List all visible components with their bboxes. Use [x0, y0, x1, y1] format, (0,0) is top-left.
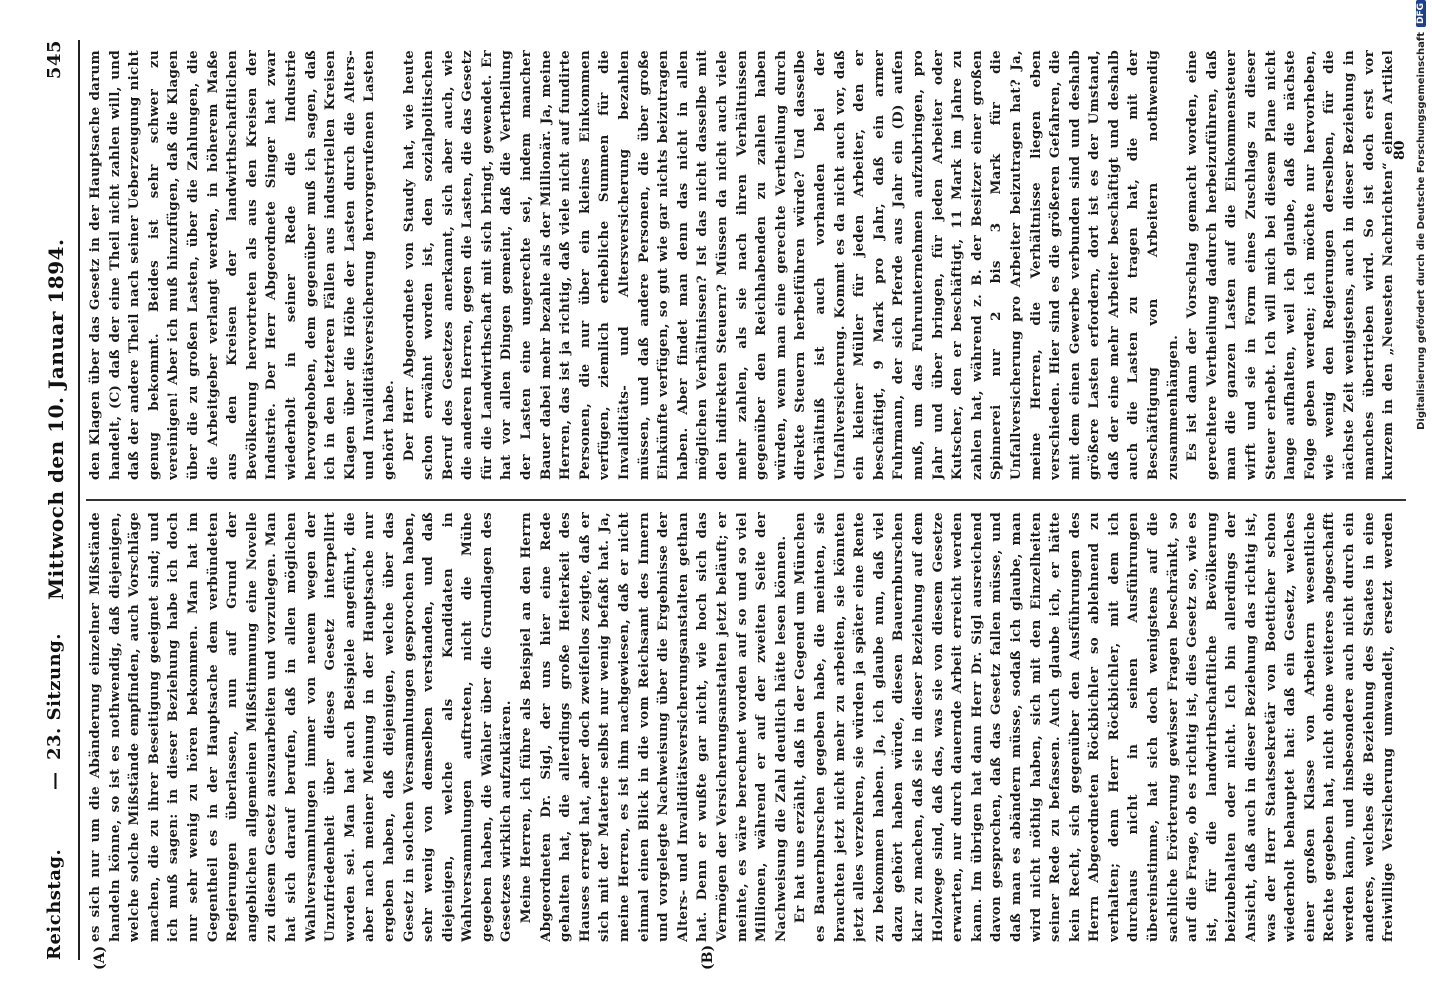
header-dash: —	[44, 771, 65, 790]
column-divider	[86, 499, 1406, 501]
digitization-credit	[1416, 0, 1432, 1000]
header-rule	[78, 40, 80, 960]
header-page-number: 545	[44, 40, 65, 80]
margin-mark-a: (A)	[92, 945, 108, 970]
sheet-number: 80	[1392, 140, 1408, 160]
paragraph: Er hat uns erzählt, daß in der Gegend um München es Bauernburschen gegeben habe, die meinten, sie brauchten jetzt nicht mehr zu arbeiten, sie könnten jetzt alles verzehren, sie würden ja später eine Rente zu bekommen haben. Ja, ich glaube nun, daß viel dazu gehört haben würde, diesen Bauernburschen klar zu machen, daß sie in dieser Beziehung auf dem Holzwege sind, daß das, was sie von diesem Gesetze erwarten, nur durch dauernde Arbeit erreicht werden kann. Im übrigen hat dann Herr Dr. Sigl ausreichend davon gesprochen, daß das Gesetz fallen müsse, und daß man es abändern müsse, sodaß ich glaube, man wird nicht nöthig haben, sich mit den Einzelheiten seiner Rede zu befassen. Auch glaube ich, er hätte kein Recht, sich gegenüber den Ausführungen des Herrn Abgeordneten Röckbichler so ablehnend zu verhalten; denn Herr Röckbichler, mit dem ich durchaus nicht in seinen Ausführungen übereinstimme, hat sich doch wenigstens auf die sachliche Erörterung gewisser Fragen beschränkt, so auf die Frage, ob es richtig ist, dies Gesetz so, wie es ist, für die landwirthschaftliche Bevölkerung beizubehalten oder nicht. Ich bin allerdings der Ansicht, daß auch in dieser Beziehung das richtig ist, was der Herr Staatssekretär von Boetticher schon wiederholt behauptet hat: daß ein Gesetz, welches einer großen Klasse von Arbeitern wesentliche Rechte gegeben hat, nicht ohne weiteres abgeschafft werden kann, und insbesondere auch nicht durch ein anderes, welches die Beziehung des Staates in eine freiwillige Versicherung umwandelt, ersetzt werden	[792, 512, 1396, 942]
header-date: Mittwoch den 10. Januar 1894.	[44, 238, 68, 600]
dfg-logo-icon: DFG	[1416, 0, 1426, 27]
header-session: 23. Sitzung.	[44, 633, 65, 760]
credit-text: Digitalisierung gefördert durch die Deutsche Forschungsgemeinschaft	[1416, 32, 1427, 430]
right-column	[86, 50, 1396, 480]
header-publication: Reichstag.	[44, 848, 65, 960]
page-header	[36, 40, 76, 960]
paragraph: Es ist dann der Vorschlag gemacht worden, eine gerechtere Vertheilung dadurch herbeizuführen, daß man die ganzen Lasten auf die Einkommensteuer wirft und sie in Form eines Zuschlags zu dieser Steuer erhebt. Ich will mich bei diesem Plane nicht lange aufhalten, weil ich glaube, daß die nächste Folge geben werden; ich möchte nur hervorheben, wie wenig den Regierungen derselben, für die nächste Zeit wenigstens, auch in dieser Beziehung in manches übertrieben wird. So ist doch erst vor kurzem in den „Neuesten Nachrichten“ einen Artikel	[1184, 50, 1396, 480]
paragraph: Der Herr Abgeordnete von Staudy hat, wie heute schon erwähnt worden ist, den sozialpolitischen Beruf des Gesetzes anerkannt, sich aber auch, wie die anderen Herren, gegen die Lasten, die das Gesetz für die Landwirthschaft mit sich bringt, gewendet. Er hat vor allen Dingen gemeint, daß die Vertheilung der Lasten eine ungerechte sei, indem mancher Bauer dabei mehr bezahle als der Millionär. Ja, meine Herren, das ist ja richtig, daß viele nicht auf fundirte Personen, die nur über ein kleines Einkommen verfügen, ziemlich erhebliche Summen für die Invaliditäts- und Altersversicherung bezahlen müssen, und daß andere Personen, die über große Einkünfte verfügen, so gut wie gar nichts beizutragen haben. Aber findet man denn das nicht in allen möglichen Verhältnissen? Ist das nicht dasselbe mit den indirekten Steuern? Müssen da nicht auch viele mehr zahlen, als sie nach ihren Verhältnissen gegenüber den Reichhabenden zu zahlen haben würden, wenn man eine gerechte Vertheilung durch direkte Steuern herbeiführen würde? Und dasselbe Verhältniß ist auch vorhanden bei der Unfallversicherung. Kommt es da nicht auch vor, daß ein kleiner Müller für jeden Arbeiter, den er beschäftigt, 9 Mark pro Jahr, daß ein armer Fuhrmann, der sich Pferde aus Jahr ein (D) aufen muß, um das Fuhrunternehmen aufzubringen, pro Jahr und über bringen, für jeden Arbeiter oder Kutscher, den er beschäftigt, 11 Mark im Jahre zu zahlen hat, während z. B. der Besitzer einer großen Spinnerei nur 2 bis 3 Mark für die Unfallversicherung pro Arbeiter beizutragen hat? Ja, meine Herren, die Verhältnisse liegen eben verschieden. Hier sind es die größeren Gefahren, die mit dem einen Gewerbe verbunden sind und deshalb größere Lasten erfordern, dort ist es der Umstand, daß der eine mehr Arbeiter beschäftigt und deshalb auch die Lasten zu tragen hat, die mit der Beschäftigung von Arbeitern nothwendig zusammenhängen.	[400, 50, 1181, 480]
paragraph: es sich nur um die Abänderung einzelner Mißstände handeln könne, so ist es nothwendig, daß diejenigen, welche solche Mißstände empfinden, auch Vorschläge machen, die zu ihrer Beseitigung geeignet sind; und ich muß sagen: in dieser Beziehung habe ich doch nur sehr wenig zu hören bekommen. Man hat im Gegentheil es in der Hauptsache dem verbündeten Regierungen überlassen, nun auf Grund der angeblichen allgemeinen Mißstimmung eine Novelle zu diesem Gesetz auszuarbeiten und vorzulegen. Man hat sich darauf berufen, daß in allen möglichen Wahlversammlungen immer von neuem wegen der Unzufriedenheit über dieses Gesetz interpellirt worden sei. Man hat auch Beispiele angeführt, die aber nach meiner Meinung in der Hauptsache nur ergeben haben, daß diejenigen, welche über das Gesetz in solchen Versammlungen gesprochen haben, sehr wenig von demselben verstanden, und daß diejenigen, welche als Kandidaten in Wahlversammlungen auftreten, nicht die Mühe gegeben haben, die Wähler über die Grundlagen des Gesetzes wirklich aufzuklären.	[87, 512, 515, 942]
paragraph: Meine Herren, ich führe als Beispiel an den Herrn Abgeordneten Dr. Sigl, der uns hier eine Rede gehalten hat, die allerdings große Heiterkeit des Hauses erregt hat, aber doch zweifellos zeigte, daß er sich mit der Materie selbst nur wenig befaßt hat. Ja, meine Herren, es ist ihm nachgewiesen, daß er nicht einmal einen Blick in die vom Reichsamt des Innern und vorgelegte Nachweisung über die Ergebnisse der Alters- und Invaliditätsversicherungsanstalten gethan hat. Denn er wußte gar nicht, wie hoch sich das Vermögen der Versicherungsanstalten jetzt beläuft; er meinte, es wäre berechnet worden auf so und so viel Millionen, während er auf der zweiten Seite der Nachweisung die Zahl deutlich hätte lesen können.	[518, 512, 789, 942]
left-column	[86, 512, 1396, 942]
paragraph: den Klagen über das Gesetz in der Hauptsache darum handelt, (C) daß der eine Theil nicht zahlen will, und daß der andere Theil nach seiner Ueberzeugung nicht genug bekommt. Beides ist sehr schwer zu vereinigen! Aber ich muß hinzufügen, daß die Klagen über die zu großen Lasten, über die Zahlungen, die die Arbeitgeber verlangt werden, in höherem Maße aus den Kreisen der landwirthschaftlichen Bevölkerung hervortreten als aus den Kreisen der Industrie. Der Herr Abgeordnete Singer hat zwar wiederholt in seiner Rede die Industrie hervorgehoben, dem gegenüber muß ich sagen, daß ich in den letzteren Fällen aus industriellen Kreisen Klagen über die Höhe der Lasten durch die Alters- und Invaliditätsversicherung hervorgerufenen Lasten gehört habe.	[87, 50, 397, 480]
margin-mark-b: (B)	[700, 944, 716, 970]
